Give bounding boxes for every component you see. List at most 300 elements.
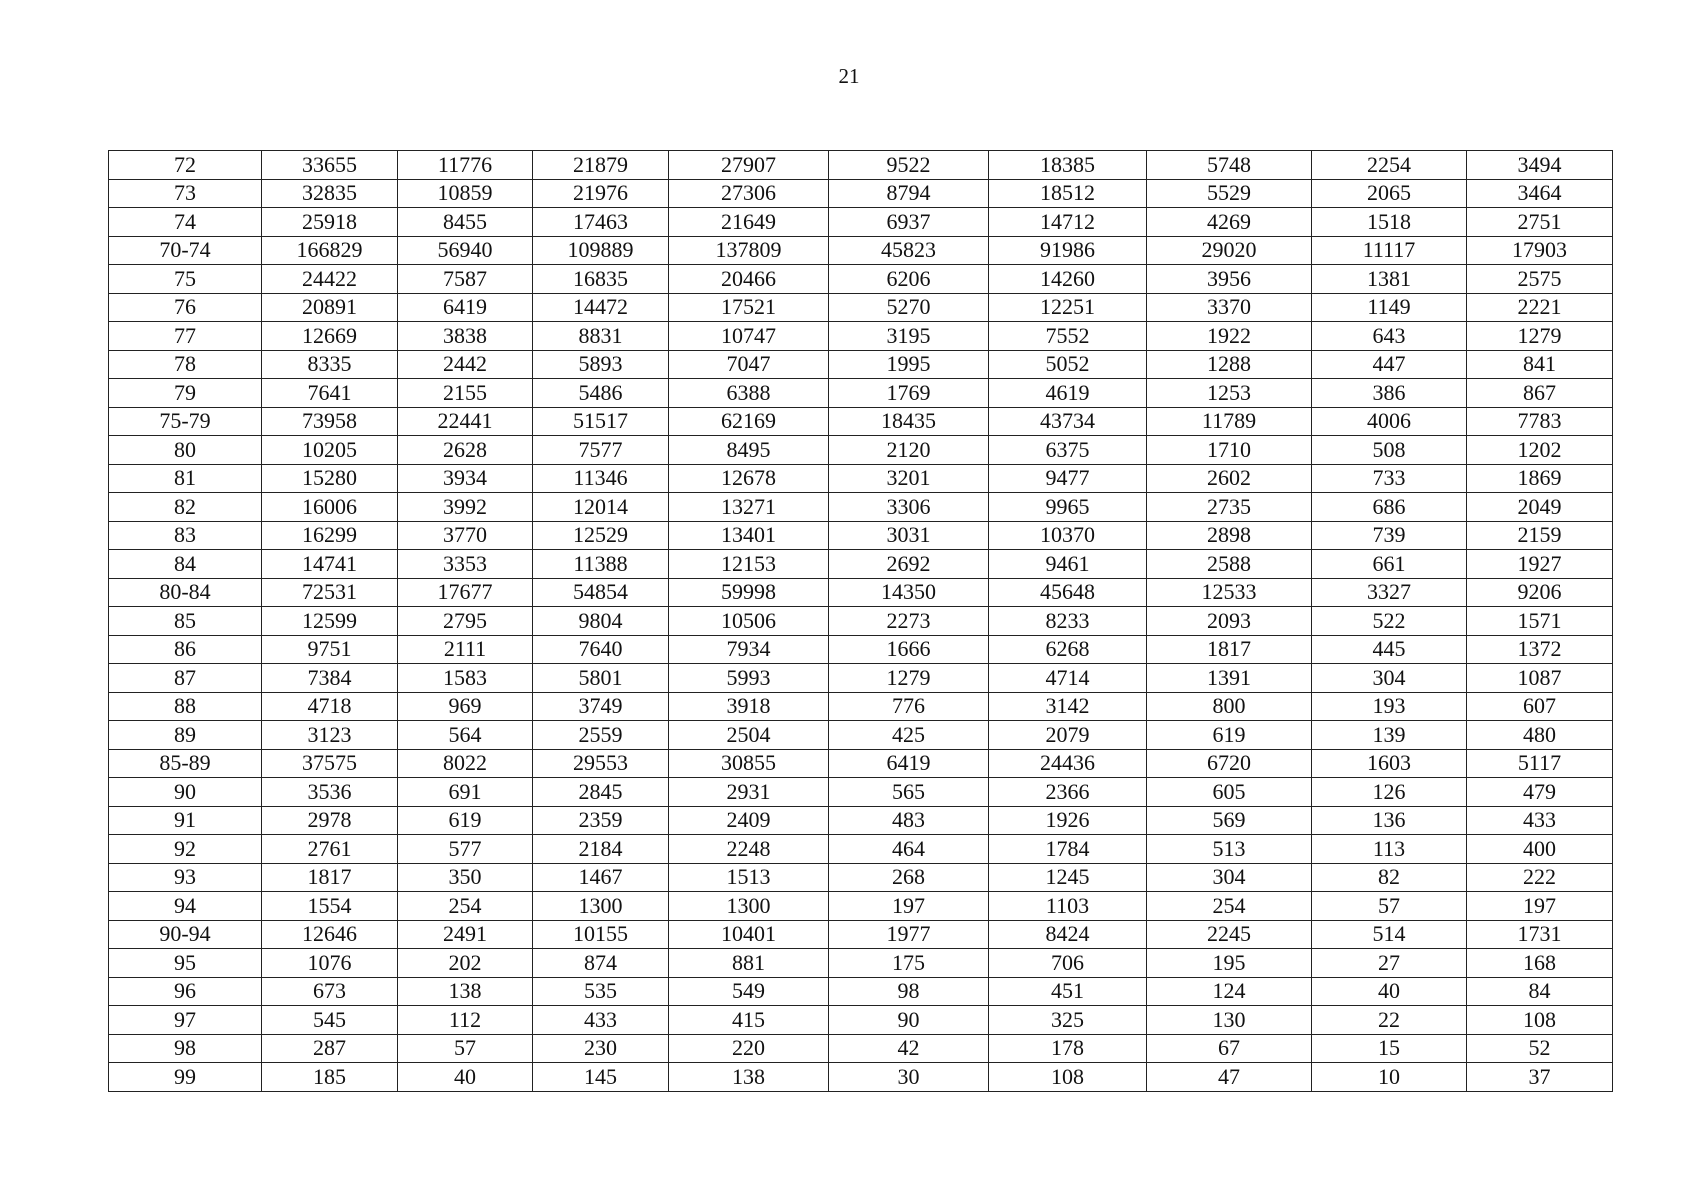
table-row: [109, 265, 1613, 294]
table-cell: 1513: [669, 863, 829, 892]
table-cell: 1926: [989, 806, 1147, 835]
table-cell: 619: [1147, 721, 1312, 750]
table-cell: 6419: [398, 293, 533, 322]
table-cell: 1245: [989, 863, 1147, 892]
table-cell: 564: [398, 721, 533, 750]
table-cell: 1922: [1147, 322, 1312, 351]
table-cell: 3195: [829, 322, 989, 351]
table-cell: 479: [1467, 778, 1613, 807]
table-cell: 1103: [989, 892, 1147, 921]
table-cell: 2978: [262, 806, 398, 835]
table-cell: 54854: [533, 578, 669, 607]
table-cell: 1571: [1467, 607, 1613, 636]
table-cell: 6375: [989, 436, 1147, 465]
table-cell: 2692: [829, 550, 989, 579]
table-cell: 2079: [989, 721, 1147, 750]
table-cell: 138: [669, 1063, 829, 1092]
table-row: [109, 350, 1613, 379]
age-cell: 80: [109, 436, 262, 465]
table-cell: 3353: [398, 550, 533, 579]
table-cell: 2245: [1147, 920, 1312, 949]
table-cell: 8455: [398, 208, 533, 237]
table-cell: 37575: [262, 749, 398, 778]
table-cell: 733: [1312, 464, 1467, 493]
table-cell: 3956: [1147, 265, 1312, 294]
table-cell: 11776: [398, 151, 533, 180]
age-cell: 87: [109, 664, 262, 693]
table-row: [109, 721, 1613, 750]
table-cell: 30: [829, 1063, 989, 1092]
table-cell: 7641: [262, 379, 398, 408]
table-cell: 2628: [398, 436, 533, 465]
table-cell: 25918: [262, 208, 398, 237]
table-cell: 800: [1147, 692, 1312, 721]
table-cell: 7934: [669, 635, 829, 664]
table-cell: 5117: [1467, 749, 1613, 778]
table-cell: 11346: [533, 464, 669, 493]
table-cell: 3770: [398, 521, 533, 550]
table-cell: 706: [989, 949, 1147, 978]
table-cell: 22441: [398, 407, 533, 436]
table-cell: 2065: [1312, 179, 1467, 208]
table-cell: 12153: [669, 550, 829, 579]
table-cell: 62169: [669, 407, 829, 436]
table-cell: 9804: [533, 607, 669, 636]
table-cell: 202: [398, 949, 533, 978]
table-cell: 3306: [829, 493, 989, 522]
table-cell: 193: [1312, 692, 1467, 721]
table-cell: 51517: [533, 407, 669, 436]
table-cell: 10747: [669, 322, 829, 351]
table-row: [109, 493, 1613, 522]
table-cell: 9206: [1467, 578, 1613, 607]
table-cell: 9461: [989, 550, 1147, 579]
table-cell: 24422: [262, 265, 398, 294]
table-cell: 1869: [1467, 464, 1613, 493]
table-cell: 643: [1312, 322, 1467, 351]
table-cell: 10370: [989, 521, 1147, 550]
table-row: [109, 521, 1613, 550]
table-cell: 1076: [262, 949, 398, 978]
table-cell: 7552: [989, 322, 1147, 351]
age-cell: 93: [109, 863, 262, 892]
table-cell: 2093: [1147, 607, 1312, 636]
table-cell: 4714: [989, 664, 1147, 693]
table-row: [109, 778, 1613, 807]
table-cell: 17903: [1467, 236, 1613, 265]
age-cell: 76: [109, 293, 262, 322]
table-cell: 108: [1467, 1006, 1613, 1035]
table-cell: 27: [1312, 949, 1467, 978]
table-cell: 386: [1312, 379, 1467, 408]
table-cell: 2409: [669, 806, 829, 835]
table-cell: 350: [398, 863, 533, 892]
table-row: [109, 208, 1613, 237]
table-cell: 90: [829, 1006, 989, 1035]
table-cell: 1300: [533, 892, 669, 921]
table-cell: 72531: [262, 578, 398, 607]
table-cell: 1300: [669, 892, 829, 921]
table-cell: 1731: [1467, 920, 1613, 949]
table-cell: 14741: [262, 550, 398, 579]
table-cell: 508: [1312, 436, 1467, 465]
table-cell: 549: [669, 977, 829, 1006]
table-cell: 40: [398, 1063, 533, 1092]
table-cell: 619: [398, 806, 533, 835]
table-cell: 1467: [533, 863, 669, 892]
table-cell: 11388: [533, 550, 669, 579]
table-cell: 14472: [533, 293, 669, 322]
age-cell: 81: [109, 464, 262, 493]
table-cell: 1784: [989, 835, 1147, 864]
table-cell: 605: [1147, 778, 1312, 807]
table-cell: 2221: [1467, 293, 1613, 322]
table-cell: 1518: [1312, 208, 1467, 237]
table-cell: 3142: [989, 692, 1147, 721]
table-cell: 222: [1467, 863, 1613, 892]
table-cell: 6268: [989, 635, 1147, 664]
table-cell: 197: [829, 892, 989, 921]
table-cell: 17521: [669, 293, 829, 322]
age-cell: 70-74: [109, 236, 262, 265]
table-cell: 2120: [829, 436, 989, 465]
table-cell: 18512: [989, 179, 1147, 208]
table-cell: 29020: [1147, 236, 1312, 265]
table-cell: 4718: [262, 692, 398, 721]
table-cell: 514: [1312, 920, 1467, 949]
table-cell: 2184: [533, 835, 669, 864]
table-cell: 2845: [533, 778, 669, 807]
table-cell: 8022: [398, 749, 533, 778]
table-cell: 673: [262, 977, 398, 1006]
age-cell: 85-89: [109, 749, 262, 778]
table-row: [109, 664, 1613, 693]
age-cell: 85: [109, 607, 262, 636]
table-cell: 3201: [829, 464, 989, 493]
table-cell: 874: [533, 949, 669, 978]
table-cell: 1391: [1147, 664, 1312, 693]
table-cell: 1927: [1467, 550, 1613, 579]
age-cell: 88: [109, 692, 262, 721]
table-cell: 10205: [262, 436, 398, 465]
age-cell: 90-94: [109, 920, 262, 949]
table-cell: 1977: [829, 920, 989, 949]
table-cell: 15280: [262, 464, 398, 493]
table-row: [109, 749, 1613, 778]
table-cell: 109889: [533, 236, 669, 265]
age-cell: 74: [109, 208, 262, 237]
table-cell: 2254: [1312, 151, 1467, 180]
table-row: [109, 322, 1613, 351]
table-cell: 881: [669, 949, 829, 978]
table-cell: 425: [829, 721, 989, 750]
table-row: [109, 1034, 1613, 1063]
table-cell: 7640: [533, 635, 669, 664]
table-cell: 433: [1467, 806, 1613, 835]
table-cell: 2931: [669, 778, 829, 807]
table-cell: 22: [1312, 1006, 1467, 1035]
age-cell: 79: [109, 379, 262, 408]
table-row: [109, 464, 1613, 493]
table-row: [109, 1006, 1613, 1035]
table-row: [109, 835, 1613, 864]
table-cell: 3031: [829, 521, 989, 550]
table-row: [109, 892, 1613, 921]
table-cell: 12599: [262, 607, 398, 636]
table-cell: 138: [398, 977, 533, 1006]
table-cell: 56940: [398, 236, 533, 265]
age-cell: 84: [109, 550, 262, 579]
table-cell: 9751: [262, 635, 398, 664]
table-cell: 10506: [669, 607, 829, 636]
table-cell: 124: [1147, 977, 1312, 1006]
table-cell: 10401: [669, 920, 829, 949]
table-cell: 7783: [1467, 407, 1613, 436]
table-cell: 139: [1312, 721, 1467, 750]
table-cell: 841: [1467, 350, 1613, 379]
table-cell: 287: [262, 1034, 398, 1063]
table-cell: 126: [1312, 778, 1467, 807]
table-cell: 17677: [398, 578, 533, 607]
table-cell: 661: [1312, 550, 1467, 579]
table-cell: 82: [1312, 863, 1467, 892]
table-cell: 113: [1312, 835, 1467, 864]
table-cell: 33655: [262, 151, 398, 180]
table-cell: 5993: [669, 664, 829, 693]
table-cell: 52: [1467, 1034, 1613, 1063]
table-cell: 47: [1147, 1063, 1312, 1092]
table-cell: 8424: [989, 920, 1147, 949]
age-cell: 95: [109, 949, 262, 978]
table-cell: 16299: [262, 521, 398, 550]
table-cell: 2155: [398, 379, 533, 408]
table-cell: 3536: [262, 778, 398, 807]
table-cell: 67: [1147, 1034, 1312, 1063]
table-cell: 13271: [669, 493, 829, 522]
table-cell: 1817: [262, 863, 398, 892]
table-cell: 325: [989, 1006, 1147, 1035]
table-cell: 57: [1312, 892, 1467, 921]
table-cell: 9965: [989, 493, 1147, 522]
table-cell: 27306: [669, 179, 829, 208]
table-cell: 12251: [989, 293, 1147, 322]
table-cell: 3838: [398, 322, 533, 351]
table-cell: 7587: [398, 265, 533, 294]
table-cell: 185: [262, 1063, 398, 1092]
table-cell: 445: [1312, 635, 1467, 664]
table-cell: 10: [1312, 1063, 1467, 1092]
table-cell: 1710: [1147, 436, 1312, 465]
age-cell: 83: [109, 521, 262, 550]
table-cell: 16006: [262, 493, 398, 522]
table-cell: 20466: [669, 265, 829, 294]
table-cell: 15: [1312, 1034, 1467, 1063]
table-cell: 14712: [989, 208, 1147, 237]
table-cell: 254: [1147, 892, 1312, 921]
table-cell: 16835: [533, 265, 669, 294]
table-cell: 2049: [1467, 493, 1613, 522]
table-cell: 9477: [989, 464, 1147, 493]
table-cell: 21976: [533, 179, 669, 208]
table-row: [109, 179, 1613, 208]
table-cell: 464: [829, 835, 989, 864]
age-cell: 80-84: [109, 578, 262, 607]
table-cell: 739: [1312, 521, 1467, 550]
age-cell: 73: [109, 179, 262, 208]
table-cell: 1288: [1147, 350, 1312, 379]
table-cell: 3123: [262, 721, 398, 750]
table-cell: 12678: [669, 464, 829, 493]
table-row: [109, 1063, 1613, 1092]
age-cell: 89: [109, 721, 262, 750]
table-cell: 8794: [829, 179, 989, 208]
table-cell: 304: [1147, 863, 1312, 892]
table-cell: 136: [1312, 806, 1467, 835]
table-cell: 17463: [533, 208, 669, 237]
table-cell: 230: [533, 1034, 669, 1063]
table-cell: 32835: [262, 179, 398, 208]
data-table: [108, 150, 1613, 1092]
table-cell: 8831: [533, 322, 669, 351]
table-cell: 98: [829, 977, 989, 1006]
table-cell: 21649: [669, 208, 829, 237]
table-cell: 3370: [1147, 293, 1312, 322]
table-cell: 10155: [533, 920, 669, 949]
table-cell: 6720: [1147, 749, 1312, 778]
table-cell: 1202: [1467, 436, 1613, 465]
table-cell: 220: [669, 1034, 829, 1063]
age-cell: 94: [109, 892, 262, 921]
table-cell: 14260: [989, 265, 1147, 294]
age-cell: 98: [109, 1034, 262, 1063]
table-cell: 13401: [669, 521, 829, 550]
table-cell: 166829: [262, 236, 398, 265]
table-cell: 1995: [829, 350, 989, 379]
age-cell: 78: [109, 350, 262, 379]
table-row: [109, 578, 1613, 607]
table-cell: 577: [398, 835, 533, 864]
table-cell: 2442: [398, 350, 533, 379]
table-cell: 304: [1312, 664, 1467, 693]
table-cell: 2111: [398, 635, 533, 664]
table-cell: 535: [533, 977, 669, 1006]
table-cell: 2359: [533, 806, 669, 835]
table-cell: 1381: [1312, 265, 1467, 294]
age-cell: 91: [109, 806, 262, 835]
table-cell: 4269: [1147, 208, 1312, 237]
table-cell: 1372: [1467, 635, 1613, 664]
page-number: 21: [838, 64, 860, 88]
table-cell: 14350: [829, 578, 989, 607]
table-cell: 130: [1147, 1006, 1312, 1035]
table-cell: 2751: [1467, 208, 1613, 237]
table-cell: 8495: [669, 436, 829, 465]
table-cell: 11117: [1312, 236, 1467, 265]
table-cell: 30855: [669, 749, 829, 778]
table-cell: 12533: [1147, 578, 1312, 607]
table-row: [109, 692, 1613, 721]
age-cell: 82: [109, 493, 262, 522]
table-cell: 2575: [1467, 265, 1613, 294]
table-row: [109, 949, 1613, 978]
table-cell: 57: [398, 1034, 533, 1063]
table-cell: 4619: [989, 379, 1147, 408]
table-cell: 480: [1467, 721, 1613, 750]
table-cell: 691: [398, 778, 533, 807]
table-cell: 1253: [1147, 379, 1312, 408]
table-row: [109, 407, 1613, 436]
table-cell: 3327: [1312, 578, 1467, 607]
table-row: [109, 607, 1613, 636]
table-cell: 1554: [262, 892, 398, 921]
table-cell: 4006: [1312, 407, 1467, 436]
table-row: [109, 635, 1613, 664]
table-cell: 73958: [262, 407, 398, 436]
table-cell: 6419: [829, 749, 989, 778]
table-cell: 607: [1467, 692, 1613, 721]
age-cell: 77: [109, 322, 262, 351]
table-cell: 254: [398, 892, 533, 921]
table-cell: 565: [829, 778, 989, 807]
table-cell: 3749: [533, 692, 669, 721]
table-cell: 1149: [1312, 293, 1467, 322]
table-cell: 483: [829, 806, 989, 835]
table-cell: 2273: [829, 607, 989, 636]
table-cell: 5748: [1147, 151, 1312, 180]
table-cell: 45648: [989, 578, 1147, 607]
table-cell: 2588: [1147, 550, 1312, 579]
table-row: [109, 863, 1613, 892]
table-cell: 415: [669, 1006, 829, 1035]
table-cell: 137809: [669, 236, 829, 265]
table-cell: 12014: [533, 493, 669, 522]
table-cell: 1087: [1467, 664, 1613, 693]
table-row: [109, 151, 1613, 180]
table-cell: 45823: [829, 236, 989, 265]
table-cell: 43734: [989, 407, 1147, 436]
table-cell: 2366: [989, 778, 1147, 807]
table-cell: 20891: [262, 293, 398, 322]
table-cell: 18385: [989, 151, 1147, 180]
table-cell: 178: [989, 1034, 1147, 1063]
table-cell: 2504: [669, 721, 829, 750]
table-cell: 1279: [1467, 322, 1613, 351]
table-cell: 1769: [829, 379, 989, 408]
table-row: [109, 550, 1613, 579]
table-cell: 569: [1147, 806, 1312, 835]
table-cell: 42: [829, 1034, 989, 1063]
table-cell: 11789: [1147, 407, 1312, 436]
table-row: [109, 806, 1613, 835]
table-cell: 145: [533, 1063, 669, 1092]
table-cell: 5486: [533, 379, 669, 408]
table-row: [109, 379, 1613, 408]
table-cell: 1583: [398, 664, 533, 693]
table-cell: 84: [1467, 977, 1613, 1006]
table-cell: 7384: [262, 664, 398, 693]
age-cell: 72: [109, 151, 262, 180]
table-cell: 7577: [533, 436, 669, 465]
age-cell: 99: [109, 1063, 262, 1092]
table-cell: 24436: [989, 749, 1147, 778]
table-body: [109, 151, 1613, 1092]
table-cell: 6388: [669, 379, 829, 408]
age-cell: 97: [109, 1006, 262, 1035]
table-cell: 400: [1467, 835, 1613, 864]
table-cell: 969: [398, 692, 533, 721]
table-cell: 29553: [533, 749, 669, 778]
table-row: [109, 236, 1613, 265]
